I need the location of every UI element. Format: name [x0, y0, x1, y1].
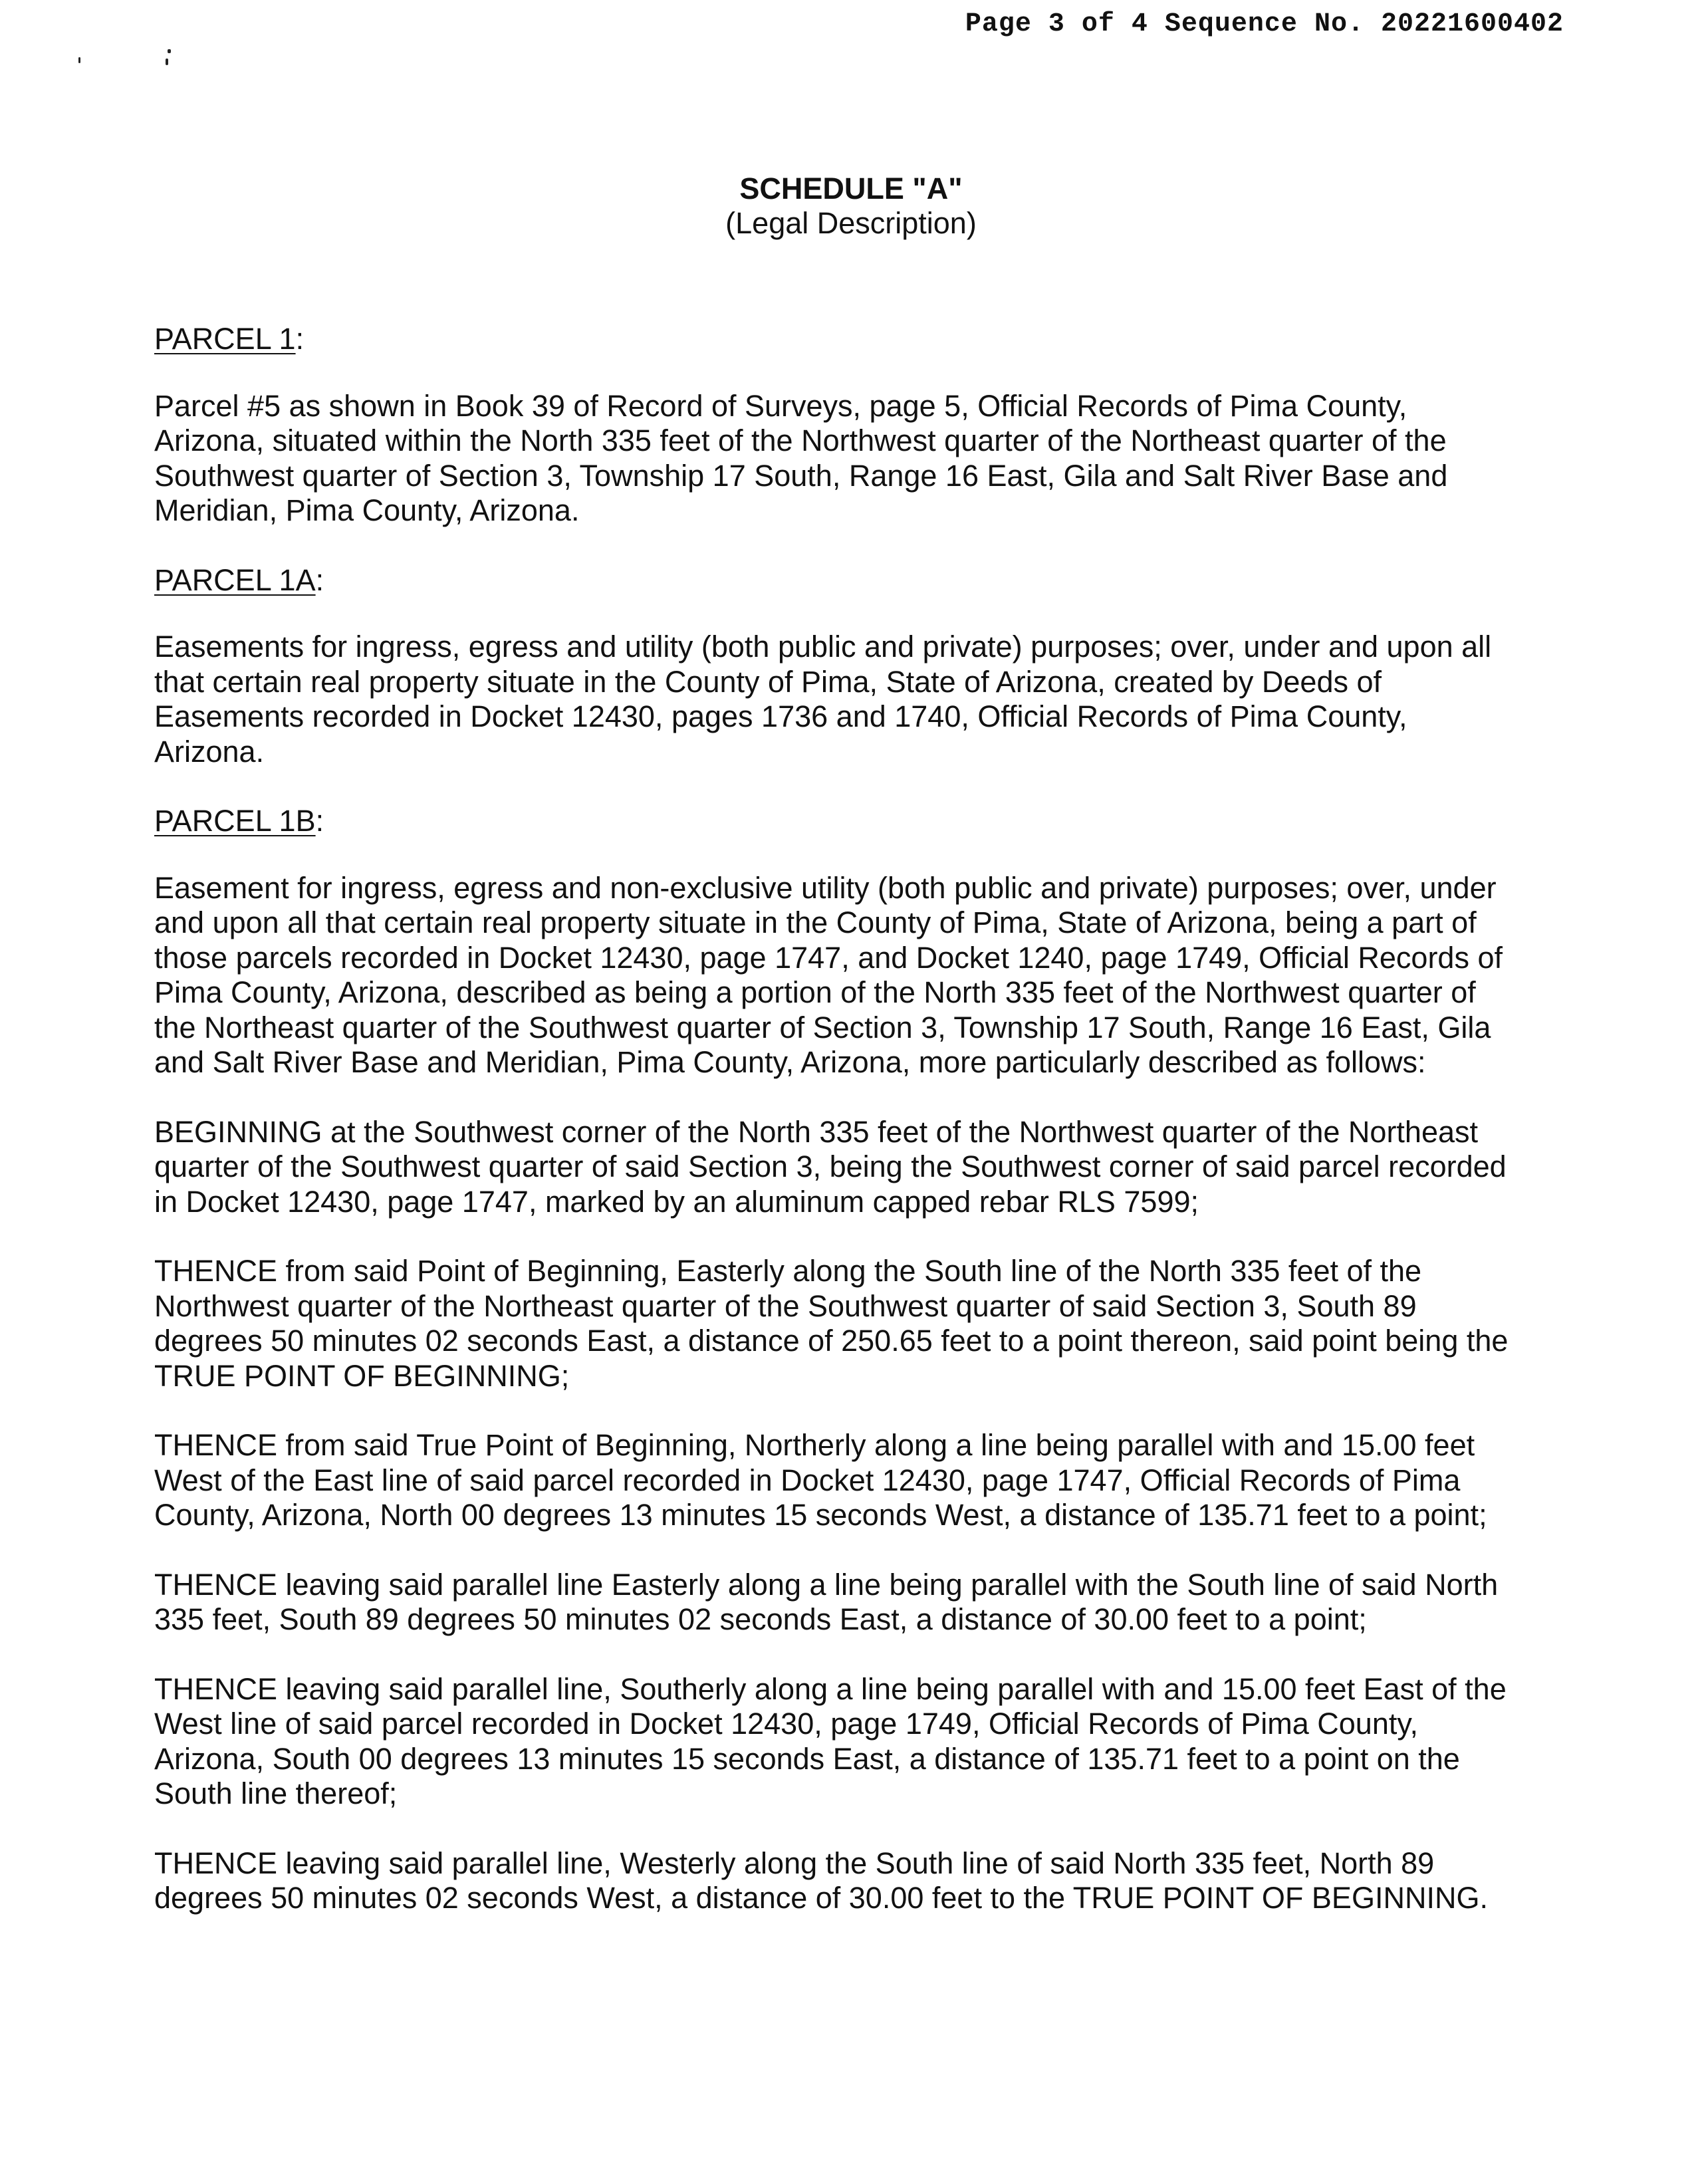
text-line: Arizona, situated within the North 335 feet of the Northwest quarter of the Northeast quarter of the: [154, 424, 1447, 457]
text-line: THENCE from said Point of Beginning, Easterly along the South line of the North 335 feet of the: [154, 1254, 1422, 1288]
text-line: Arizona, South 00 degrees 13 minutes 15 seconds East, a distance of 135.71 feet to a point on the: [154, 1741, 1460, 1776]
parcel-section: [154, 563, 1564, 770]
text-line: Meridian, Pima County, Arizona.: [154, 493, 580, 527]
scan-speck: [78, 57, 80, 63]
parcel-heading: [154, 563, 1564, 598]
text-line: and upon all that certain real property situate in the County of Pima, State of Arizona, being a part of: [154, 906, 1477, 939]
schedule-title-block: [0, 172, 1702, 241]
scan-speck: [168, 49, 171, 53]
text-line: West of the East line of said parcel recorded in Docket 12430, page 1747, Official Records of Pima: [154, 1463, 1461, 1497]
text-line: Northwest quarter of the Northeast quarter of the Southwest quarter of said Section 3, South 89: [154, 1288, 1417, 1323]
text-line: Easements recorded in Docket 12430, pages 1736 and 1740, Official Records of Pima County,: [154, 699, 1407, 733]
text-line: 335 feet, South 89 degrees 50 minutes 02 seconds East, a distance of 30.00 feet to a point;: [154, 1602, 1367, 1636]
document-title: SCHEDULE "A": [739, 172, 963, 205]
text-line: degrees 50 minutes 02 seconds West, a distance of 30.00 feet to the TRUE POINT OF BEGINNING.: [154, 1881, 1488, 1915]
text-line: TRUE POINT OF BEGINNING;: [154, 1358, 570, 1393]
heading-colon: :: [315, 804, 324, 838]
text-line: West line of said parcel recorded in Docket 12430, page 1749, Official Records of Pima County,: [154, 1707, 1419, 1741]
text-line: and Salt River Base and Meridian, Pima County, Arizona, more particularly described as follows:: [154, 1045, 1426, 1079]
legal-paragraph: [154, 1254, 1564, 1394]
heading-colon: :: [315, 562, 324, 597]
text-line: in Docket 12430, page 1747, marked by an aluminum capped rebar RLS 7599;: [154, 1184, 1199, 1219]
legal-paragraph: [154, 871, 1564, 1080]
text-line: THENCE leaving said parallel line, Southerly along a line being parallel with and 15.00 feet East of the: [154, 1671, 1507, 1706]
page-sequence-header: Page 3 of 4 Sequence No. 20221600402: [965, 9, 1564, 39]
text-line: THENCE leaving said parallel line Easterly along a line being parallel with the South line of said North: [154, 1567, 1499, 1602]
text-line: BEGINNING at the Southwest corner of the North 335 feet of the Northwest quarter of the Northeast: [154, 1114, 1479, 1149]
text-line: THENCE leaving said parallel line, Westerly along the South line of said North 335 feet, North 89: [154, 1846, 1435, 1880]
parcel-heading: [154, 322, 1564, 357]
text-line: that certain real property situate in the County of Pima, State of Arizona, created by Deeds of: [154, 664, 1382, 699]
parcel-heading-label: PARCEL 1A: [154, 562, 316, 597]
parcel-heading-label: PARCEL 1: [154, 322, 296, 356]
parcel-heading-label: PARCEL 1B: [154, 804, 316, 838]
text-line: Easements for ingress, egress and utility (both public and private) purposes; over, under and upon all: [154, 630, 1492, 664]
legal-paragraph: [154, 1115, 1564, 1220]
text-line: South line thereof;: [154, 1776, 398, 1810]
text-line: degrees 50 minutes 02 seconds East, a distance of 250.65 feet to a point thereon, said point being the: [154, 1324, 1509, 1358]
parcel-heading: [154, 804, 1564, 839]
parcel-section: [154, 322, 1564, 529]
heading-colon: :: [295, 322, 304, 356]
text-line: those parcels recorded in Docket 12430, page 1747, and Docket 1240, page 1749, Official Records of: [154, 940, 1503, 975]
legal-paragraph: [154, 389, 1564, 529]
text-line: Parcel #5 as shown in Book 39 of Record of Surveys, page 5, Official Records of Pima County,: [154, 388, 1407, 423]
scan-speck: [166, 59, 168, 65]
text-line: Pima County, Arizona, described as being a portion of the North 335 feet of the Northwest quarter of: [154, 975, 1476, 1009]
text-line: quarter of the Southwest quarter of said Section 3, being the Southwest corner of said parcel recorded: [154, 1150, 1507, 1183]
text-line: County, Arizona, North 00 degrees 13 minutes 15 seconds West, a distance of 135.71 feet to a point;: [154, 1498, 1487, 1532]
parcel-section: [154, 804, 1564, 1916]
legal-paragraph: [154, 1428, 1564, 1533]
legal-paragraph: [154, 1568, 1564, 1638]
legal-description-body: [154, 322, 1564, 1951]
legal-paragraph: [154, 1672, 1564, 1812]
legal-paragraph: [154, 1846, 1564, 1916]
text-line: THENCE from said True Point of Beginning, Northerly along a line being parallel with and 15.00 feet: [154, 1428, 1475, 1462]
text-line: the Northeast quarter of the Southwest quarter of Section 3, Township 17 South, Range 16 East, Gila: [154, 1010, 1491, 1044]
legal-paragraph: [154, 630, 1564, 769]
text-line: Southwest quarter of Section 3, Township 17 South, Range 16 East, Gila and Salt River Base and: [154, 458, 1448, 493]
document-subtitle: (Legal Description): [725, 206, 977, 240]
text-line: Arizona.: [154, 734, 265, 769]
text-line: Easement for ingress, egress and non-exclusive utility (both public and private) purposes; over, under: [154, 870, 1497, 905]
